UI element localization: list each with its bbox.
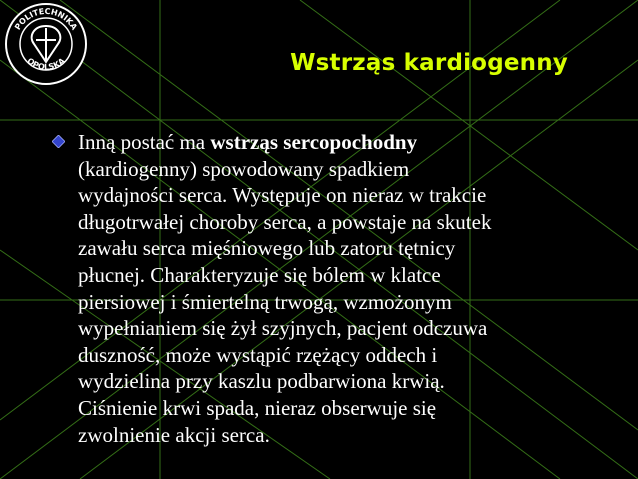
text-line	[78, 395, 598, 422]
text-line	[78, 422, 598, 449]
text-segment: płucnej. Charakteryzuje się bólem w klatce	[78, 262, 441, 287]
text-segment: duszność, może wystąpić rzężący oddech i	[78, 342, 438, 367]
text-segment: piersiowej i śmiertelną trwogą, wzmożonym	[78, 289, 452, 314]
text-line	[78, 235, 598, 262]
text-segment: zawału serca mięśniowego lub zatoru tętnicy	[78, 236, 456, 261]
slide-title: Wstrząs kardiogenny	[290, 50, 568, 76]
text-segment: wydzielina przy kaszlu podbarwiona krwią.	[78, 369, 445, 394]
text-segment: wypełnianiem się żył szyjnych, pacjent odczuwa	[78, 316, 488, 341]
bullet-item	[52, 129, 612, 448]
text-line	[78, 315, 598, 342]
text-line	[78, 289, 598, 316]
text-segment: (kardiogenny) spowodowany spadkiem	[78, 156, 410, 181]
bullet-text	[78, 129, 598, 448]
text-line	[78, 129, 598, 156]
text-line	[78, 368, 598, 395]
text-segment: Ciśnienie krwi spada, nieraz obserwuje się	[78, 395, 437, 420]
text-line	[78, 342, 598, 369]
text-segment: Inną postać ma	[78, 130, 211, 154]
text-segment: długotrwałej choroby serca, a powstaje na skutek	[78, 209, 492, 234]
university-logo	[4, 2, 88, 86]
text-line	[78, 262, 598, 289]
bold-term: wstrząs sercopochodny	[210, 130, 418, 154]
diamond-bullet-icon	[52, 135, 65, 148]
text-segment: zwolnienie akcji serca.	[78, 422, 270, 447]
text-line	[78, 156, 598, 183]
logo-bottom-text: OPOLSKA	[25, 56, 67, 72]
text-segment: wydajności serca. Występuje on nieraz w trakcie	[78, 183, 487, 208]
text-line	[78, 182, 598, 209]
logo-top-text: POLITECHNIKA	[13, 6, 79, 32]
text-line	[78, 209, 598, 236]
